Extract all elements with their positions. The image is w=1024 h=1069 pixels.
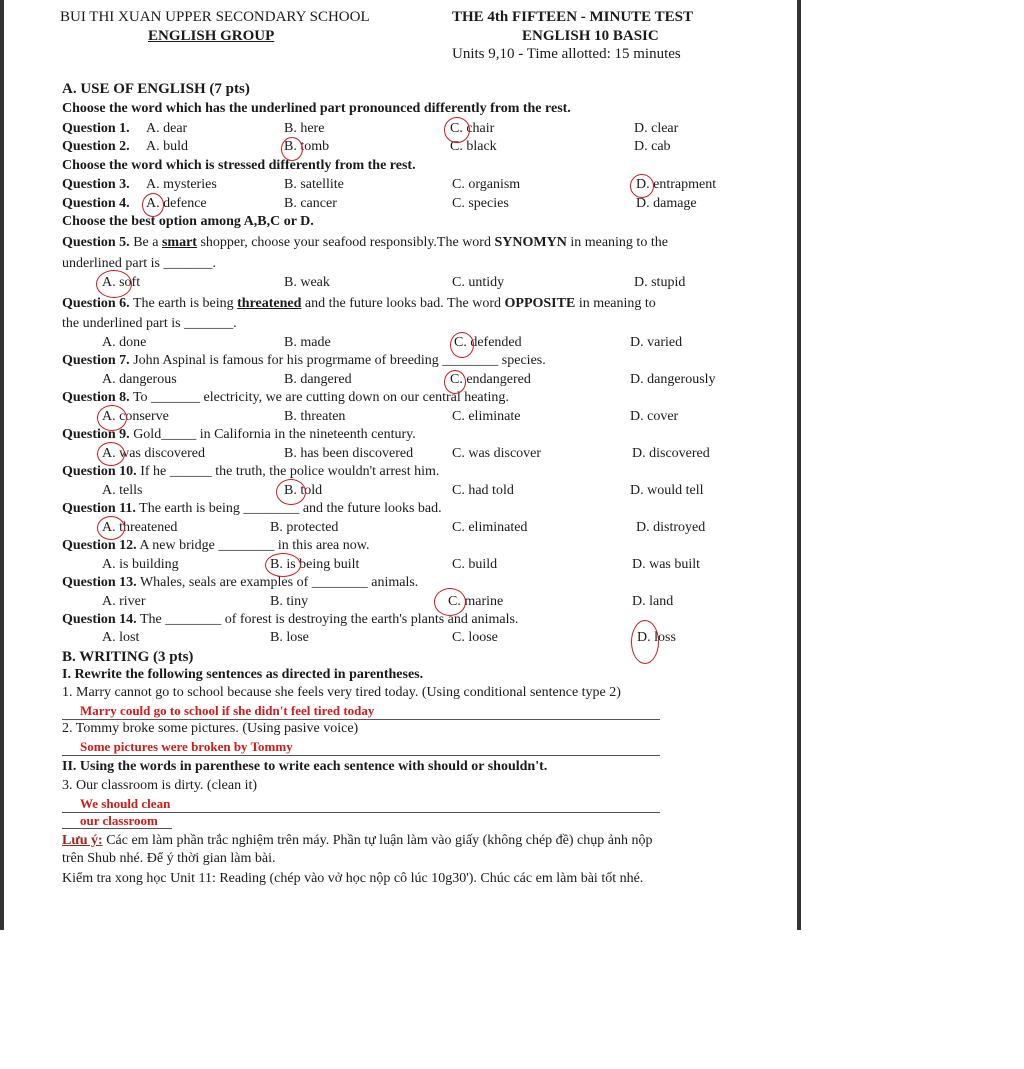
q7-option-a[interactable]: A. dangerous (102, 372, 177, 387)
answer-mark-q6 (450, 332, 474, 358)
answer-mark-q3 (630, 174, 654, 198)
question-5-stem: Question 5. Be a smart shopper, choose your seafood responsibly.The word SYNOMYN in meaning to the (62, 235, 668, 250)
q6-option-b[interactable]: B. made (284, 335, 331, 350)
writing-part-2-instruction: II. Using the words in parenthese to write each sentence with should or shouldn't. (62, 759, 548, 774)
answer-line-2 (62, 755, 660, 756)
writing-sentence-3: 3. Our classroom is dirty. (clean it) (62, 778, 258, 793)
q9-option-c[interactable]: C. was discover (452, 446, 542, 461)
writing-answer-2[interactable]: Some pictures were broken by Tommy (80, 739, 293, 754)
q3-option-a[interactable]: A. mysteries (146, 177, 217, 192)
question-11-stem: Question 11. The earth is being ________ and the future looks bad. (62, 501, 442, 516)
answer-mark-q14 (631, 620, 659, 664)
answer-mark-q8 (97, 405, 127, 431)
answer-line-3-cont (62, 828, 172, 829)
q8-option-d[interactable]: D. cover (630, 409, 679, 424)
q8-option-a[interactable]: A. conserve (102, 409, 169, 424)
test-title: THE 4th FIFTEEN - MINUTE TEST (452, 9, 694, 25)
q11-option-b[interactable]: B. protected (270, 520, 339, 535)
q11-option-d[interactable]: D. distroyed (636, 520, 706, 535)
q7-option-b[interactable]: B. dangered (284, 372, 352, 387)
q7-option-c[interactable]: C. endangered (450, 372, 531, 387)
group-name: ENGLISH GROUP (148, 28, 275, 44)
q12-option-b[interactable]: B. is being built (270, 557, 360, 572)
q8-option-b[interactable]: B. threaten (284, 409, 346, 424)
writing-part-1-instruction: I. Rewrite the following sentences as directed in parentheses. (62, 667, 424, 682)
question-8-stem: Question 8. To _______ electricity, we are cutting down on our central heating. (62, 390, 509, 405)
q4-option-c[interactable]: C. species (452, 196, 509, 211)
question-12-stem: Question 12. A new bridge ________ in this area now. (62, 538, 370, 553)
q1-option-c[interactable]: C. chair (450, 121, 495, 136)
q8-option-c[interactable]: C. eliminate (452, 409, 521, 424)
q12-option-d[interactable]: D. was built (632, 557, 701, 572)
q13-option-a[interactable]: A. river (102, 594, 146, 609)
q12-option-a[interactable]: A. is building (102, 557, 179, 572)
instruction-pronunciation: Choose the word which has the underlined part pronounced differently from the rest. (62, 101, 571, 116)
page-left-border (0, 0, 4, 930)
q10-option-b[interactable]: B. told (284, 483, 323, 498)
q7-option-d[interactable]: D. dangerously (630, 372, 716, 387)
note-line-2: trên Shub nhé. Để ý thời gian làm bài. (62, 851, 276, 866)
question-14-stem: Question 14. The ________ of forest is destroying the earth's plants and animals. (62, 612, 519, 627)
q6-option-c[interactable]: C. defended (454, 335, 522, 350)
q4-option-a[interactable]: A. defence (146, 196, 207, 211)
page-right-border (797, 0, 801, 930)
q4-option-b[interactable]: B. cancer (284, 196, 337, 211)
q4-option-d[interactable]: D. damage (636, 196, 697, 211)
q2-option-c[interactable]: C. black (450, 139, 497, 154)
answer-mark-q10 (276, 479, 306, 505)
answer-mark-q12 (265, 553, 301, 577)
writing-answer-1[interactable]: Marry could go to school if she didn't feel tired today (80, 703, 375, 718)
writing-sentence-1: 1. Marry cannot go to school because she feels very tired today. (Using conditional sentence type 2) (62, 685, 621, 700)
answer-mark-q9 (97, 442, 125, 466)
q1-option-a[interactable]: A. dear (146, 121, 188, 136)
answer-line-1 (62, 719, 660, 720)
course-name: ENGLISH 10 BASIC (522, 28, 659, 44)
q1-option-d[interactable]: D. clear (634, 121, 679, 136)
units-time: Units 9,10 - Time allotted: 15 minutes (452, 46, 681, 62)
q5-option-d[interactable]: D. stupid (634, 275, 686, 290)
question-1-label: Question 1. (62, 121, 130, 136)
question-13-stem: Question 13. Whales, seals are examples of ________ animals. (62, 575, 419, 590)
q3-option-c[interactable]: C. organism (452, 177, 521, 192)
q14-option-b[interactable]: B. lose (270, 630, 309, 645)
q5-option-a[interactable]: A. soft (102, 275, 141, 290)
q13-option-c[interactable]: C. marine (448, 594, 504, 609)
q9-option-d[interactable]: D. discovered (632, 446, 710, 461)
q10-option-d[interactable]: D. would tell (630, 483, 704, 498)
q13-option-b[interactable]: B. tiny (270, 594, 309, 609)
q6-option-a[interactable]: A. done (102, 335, 147, 350)
question-2-label: Question 2. (62, 139, 130, 154)
q9-option-a[interactable]: A. was discovered (102, 446, 206, 461)
answer-mark-q13 (434, 588, 466, 616)
writing-answer-3-line-1[interactable]: We should clean (80, 796, 171, 811)
q6-option-d[interactable]: D. varied (630, 335, 683, 350)
q11-option-c[interactable]: C. eliminated (452, 520, 528, 535)
writing-sentence-2: 2. Tommy broke some pictures. (Using pasive voice) (62, 721, 359, 736)
q13-option-d[interactable]: D. land (632, 594, 674, 609)
instruction-best-option: Choose the best option among A,B,C or D. (62, 214, 314, 229)
q5-option-b[interactable]: B. weak (284, 275, 330, 290)
q10-option-c[interactable]: C. had told (452, 483, 514, 498)
question-6-stem-cont: the underlined part is _______. (62, 316, 237, 331)
section-b-title: B. WRITING (3 pts) (62, 649, 194, 665)
instruction-stress: Choose the word which is stressed differently from the rest. (62, 158, 416, 173)
q11-option-a[interactable]: A. threatened (102, 520, 178, 535)
note-line-1: Lưu ý: Các em làm phần trắc nghiệm trên máy. Phần tự luận làm vào giấy (không chép đề) chụp ảnh nộp (62, 833, 653, 848)
q2-option-d[interactable]: D. cab (634, 139, 671, 154)
q10-option-a[interactable]: A. tells (102, 483, 143, 498)
q12-option-c[interactable]: C. build (452, 557, 498, 572)
writing-answer-3-line-2[interactable]: our classroom (80, 813, 158, 828)
question-4-label: Question 4. (62, 196, 130, 211)
question-7-stem: Question 7. John Aspinal is famous for his progrmame of breeding ________ species. (62, 353, 546, 368)
question-5-stem-cont: underlined part is _______. (62, 256, 216, 271)
question-3-label: Question 3. (62, 177, 130, 192)
q3-option-b[interactable]: B. satellite (284, 177, 344, 192)
note-line-3: Kiểm tra xong học Unit 11: Reading (chép vào vở học nộp cô lúc 10g30'). Chúc các em làm bài tốt nhé. (62, 871, 644, 886)
q14-option-d[interactable]: D. loss (637, 630, 676, 645)
q3-option-d[interactable]: D. entrapment (636, 177, 717, 192)
school-name: BUI THI XUAN UPPER SECONDARY SCHOOL (60, 9, 370, 25)
q1-option-b[interactable]: B. here (284, 121, 325, 136)
section-a-title: A. USE OF ENGLISH (7 pts) (62, 81, 250, 97)
answer-mark-q11 (97, 516, 125, 540)
answer-mark-q2 (281, 137, 303, 161)
q2-option-a[interactable]: A. buld (146, 139, 188, 154)
answer-mark-q7 (444, 370, 466, 394)
question-6-stem: Question 6. The earth is being threatened and the future looks bad. The word OPPOSITE in meaning to (62, 296, 656, 311)
q5-option-c[interactable]: C. untidy (452, 275, 505, 290)
question-10-stem: Question 10. If he ______ the truth, the police wouldn't arrest him. (62, 464, 440, 479)
q14-option-a[interactable]: A. lost (102, 630, 140, 645)
question-9-stem: Question 9. Gold_____ in California in the nineteenth century. (62, 427, 416, 442)
answer-mark-q4 (142, 193, 164, 217)
q2-option-b[interactable]: B. tomb (284, 139, 330, 154)
q14-option-c[interactable]: C. loose (452, 630, 498, 645)
answer-mark-q5 (96, 270, 132, 298)
q9-option-b[interactable]: B. has been discovered (284, 446, 414, 461)
answer-mark-q1 (444, 117, 470, 143)
